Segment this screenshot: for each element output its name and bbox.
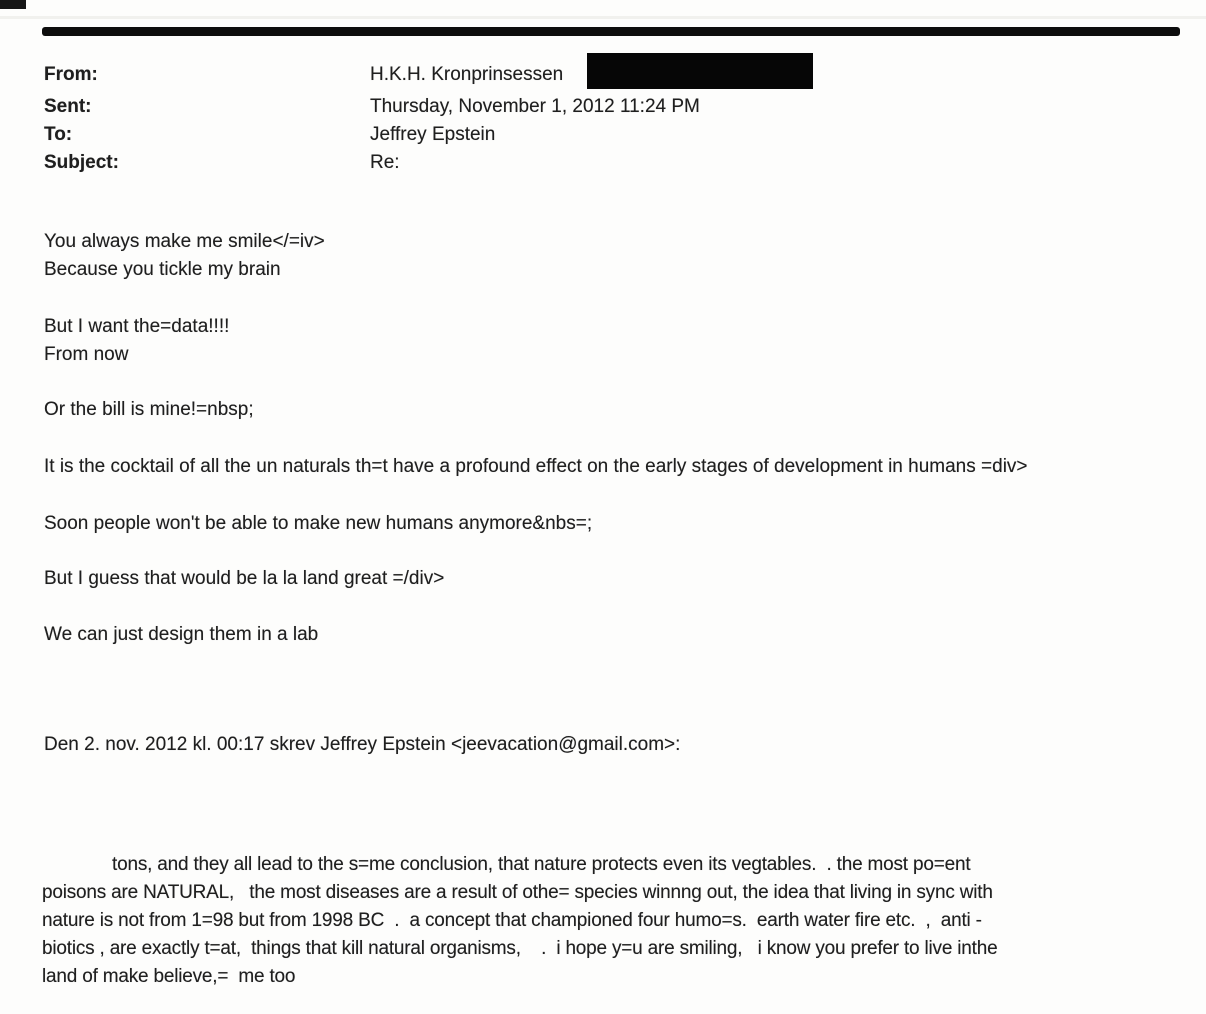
sent-value: Thursday, November 1, 2012 11:24 PM	[370, 96, 700, 117]
body-line: Soon people won't be able to make new humans anymore&nbs=;	[44, 513, 593, 534]
from-label: From:	[44, 64, 98, 85]
header-divider-rule	[42, 27, 1180, 36]
quote-line: nature is not from 1=98 but from 1998 BC . a concept that championed four humo=s. earth water fire etc. , anti -	[42, 910, 982, 931]
scan-artifact-faint-line	[0, 16, 1206, 19]
quote-attribution: Den 2. nov. 2012 kl. 00:17 skrev Jeffrey Epstein <jeevacation@gmail.com>:	[44, 734, 681, 755]
body-line: But I guess that would be la la land great =/div>	[44, 568, 445, 589]
scan-artifact-corner-mark	[0, 0, 26, 9]
body-line: It is the cocktail of all the un naturals th=t have a profound effect on the early stages of development in humans =div>	[44, 456, 1028, 477]
quote-line: tons, and they all lead to the s=me conclusion, that nature protects even its vegtables. . the most po=ent	[112, 854, 971, 875]
to-value: Jeffrey Epstein	[370, 124, 496, 145]
body-line: From now	[44, 344, 129, 365]
to-label: To:	[44, 124, 73, 145]
from-value: H.K.H. Kronprinsessen	[370, 64, 564, 85]
body-line: Or the bill is mine!=nbsp;	[44, 399, 254, 420]
body-line: You always make me smile</=iv>	[44, 231, 325, 252]
quote-line: land of make believe,= me too	[42, 966, 296, 987]
body-line: Because you tickle my brain	[44, 259, 281, 280]
subject-value: Re:	[370, 152, 400, 173]
quote-line: biotics , are exactly t=at, things that kill natural organisms, . i hope y=u are smiling, i know you prefer to live inthe	[42, 938, 998, 959]
body-line: We can just design them in a lab	[44, 624, 319, 645]
redaction-bar	[587, 53, 813, 89]
quote-line: poisons are NATURAL, the most diseases are a result of othe= species winnng out, the idea that living in sync with	[42, 882, 993, 903]
subject-label: Subject:	[44, 152, 119, 173]
body-line: But I want the=data!!!!	[44, 316, 230, 337]
sent-label: Sent:	[44, 96, 92, 117]
